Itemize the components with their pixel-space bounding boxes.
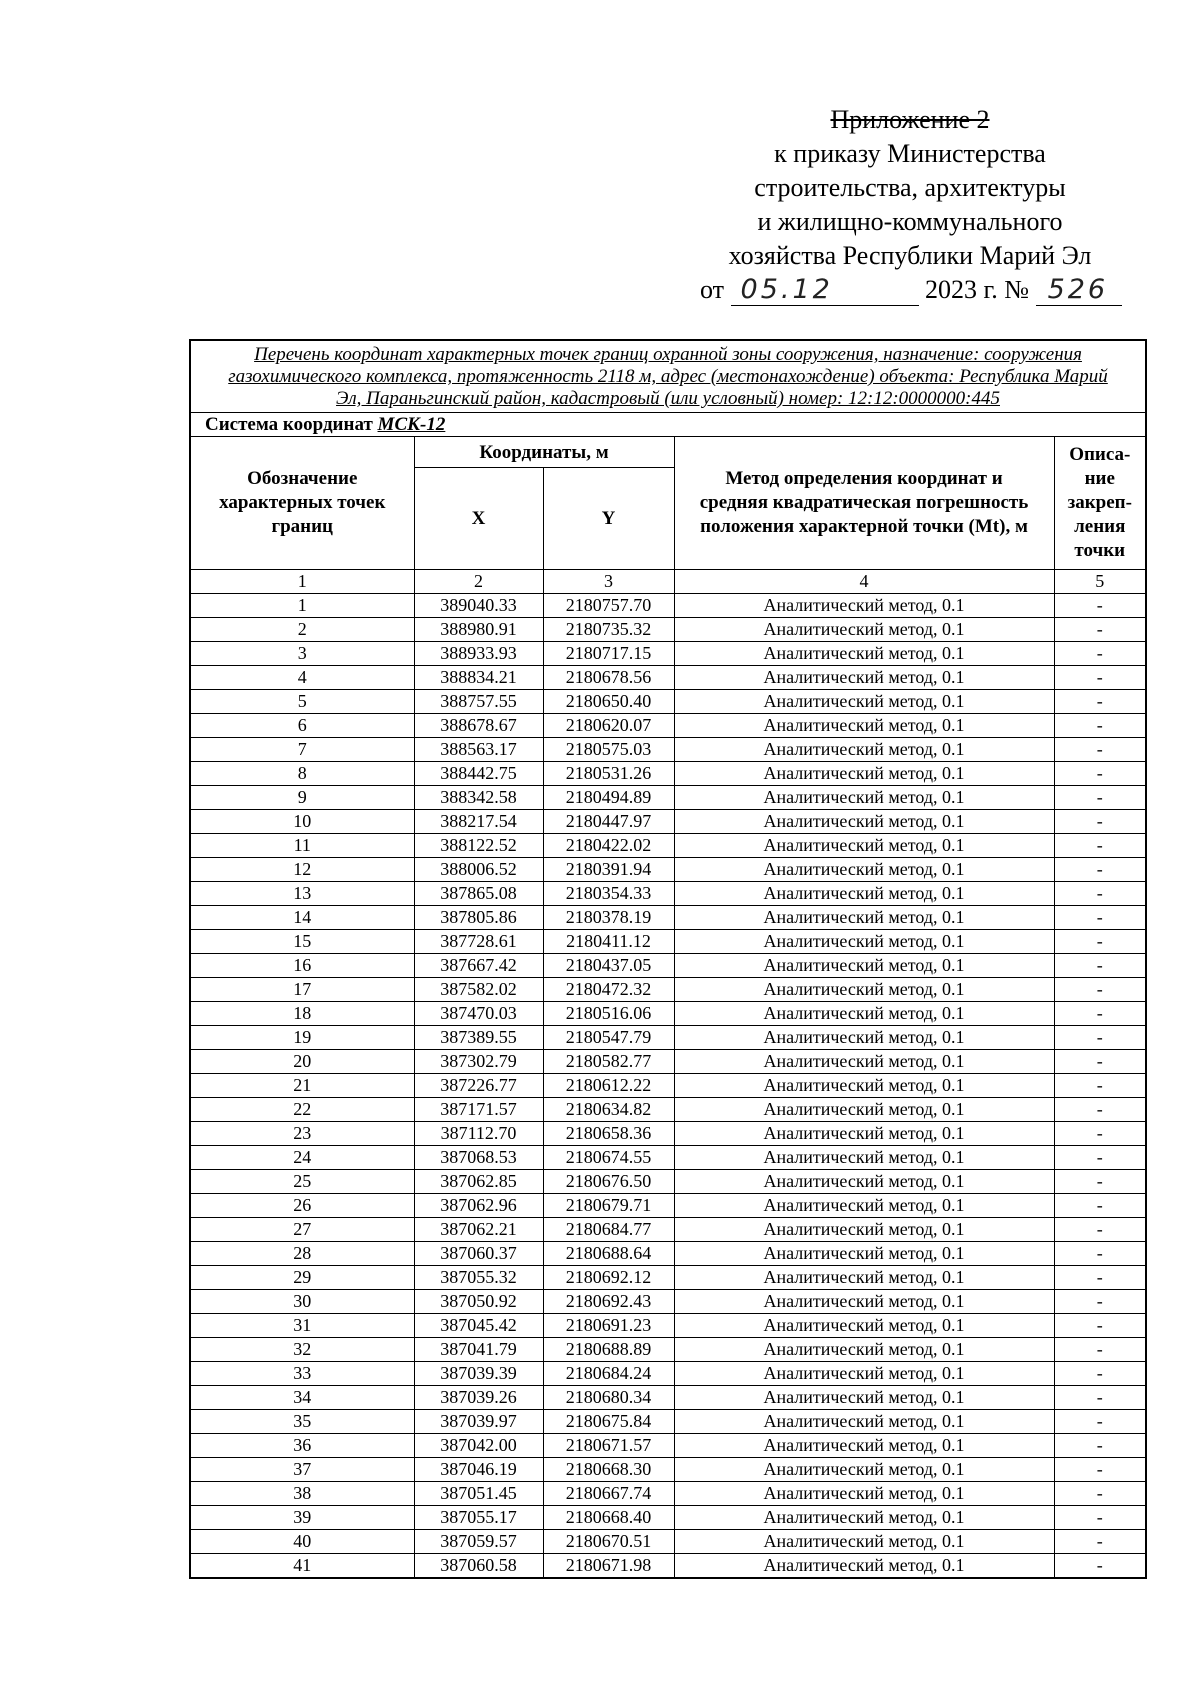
- method-cell: Аналитический метод, 0.1: [674, 1482, 1054, 1506]
- column-number: 5: [1054, 570, 1146, 594]
- table-row: [190, 1026, 1146, 1050]
- y-coordinate-cell: 2180650.40: [543, 690, 674, 714]
- order-line-2: строительства, архитектуры: [754, 173, 1066, 202]
- point-number-cell: 41: [190, 1554, 414, 1579]
- point-number-cell: 31: [190, 1314, 414, 1338]
- method-cell: Аналитический метод, 0.1: [674, 1290, 1054, 1314]
- y-coordinate-cell: 2180447.97: [543, 810, 674, 834]
- description-cell: -: [1054, 930, 1146, 954]
- description-cell: -: [1054, 1026, 1146, 1050]
- description-cell: -: [1054, 1362, 1146, 1386]
- table-row: [190, 1554, 1146, 1579]
- y-coordinate-cell: 2180620.07: [543, 714, 674, 738]
- y-coordinate-cell: 2180684.77: [543, 1218, 674, 1242]
- y-coordinate-cell: 2180494.89: [543, 786, 674, 810]
- x-coordinate-cell: 387470.03: [414, 1002, 543, 1026]
- x-coordinate-cell: 387062.85: [414, 1170, 543, 1194]
- point-number-cell: 38: [190, 1482, 414, 1506]
- point-number-cell: 30: [190, 1290, 414, 1314]
- description-cell: -: [1054, 1218, 1146, 1242]
- description-cell: -: [1054, 906, 1146, 930]
- method-cell: Аналитический метод, 0.1: [674, 738, 1054, 762]
- x-coordinate-cell: 387865.08: [414, 882, 543, 906]
- point-number-cell: 19: [190, 1026, 414, 1050]
- description-cell: -: [1054, 1194, 1146, 1218]
- y-coordinate-cell: 2180354.33: [543, 882, 674, 906]
- description-cell: -: [1054, 1122, 1146, 1146]
- point-number-cell: 14: [190, 906, 414, 930]
- col-header-designation: Обозначение характерных точек границ: [190, 437, 414, 570]
- method-cell: Аналитический метод, 0.1: [674, 954, 1054, 978]
- table-row: [190, 1314, 1146, 1338]
- description-cell: -: [1054, 666, 1146, 690]
- point-number-cell: 8: [190, 762, 414, 786]
- point-number-cell: 16: [190, 954, 414, 978]
- x-coordinate-cell: 387039.26: [414, 1386, 543, 1410]
- method-cell: Аналитический метод, 0.1: [674, 1218, 1054, 1242]
- point-number-cell: 17: [190, 978, 414, 1002]
- y-coordinate-cell: 2180667.74: [543, 1482, 674, 1506]
- y-coordinate-cell: 2180670.51: [543, 1530, 674, 1554]
- y-coordinate-cell: 2180378.19: [543, 906, 674, 930]
- method-cell: Аналитический метод, 0.1: [674, 1338, 1054, 1362]
- x-coordinate-cell: 389040.33: [414, 594, 543, 618]
- column-numbers-row: [190, 570, 1146, 594]
- point-number-cell: 29: [190, 1266, 414, 1290]
- table-row: [190, 978, 1146, 1002]
- y-coordinate-cell: 2180678.56: [543, 666, 674, 690]
- point-number-cell: 21: [190, 1074, 414, 1098]
- method-cell: Аналитический метод, 0.1: [674, 666, 1054, 690]
- point-number-cell: 37: [190, 1458, 414, 1482]
- method-cell: Аналитический метод, 0.1: [674, 1458, 1054, 1482]
- col-header-y: Y: [543, 468, 674, 570]
- table-row: [190, 1338, 1146, 1362]
- table-row: [190, 1170, 1146, 1194]
- x-coordinate-cell: 387059.57: [414, 1530, 543, 1554]
- table-row: [190, 594, 1146, 618]
- point-number-cell: 12: [190, 858, 414, 882]
- method-cell: Аналитический метод, 0.1: [674, 1074, 1054, 1098]
- point-number-cell: 22: [190, 1098, 414, 1122]
- description-cell: -: [1054, 1410, 1146, 1434]
- description-cell: -: [1054, 1290, 1146, 1314]
- y-coordinate-cell: 2180675.84: [543, 1410, 674, 1434]
- table-row: [190, 1458, 1146, 1482]
- description-cell: -: [1054, 786, 1146, 810]
- y-coordinate-cell: 2180668.40: [543, 1506, 674, 1530]
- x-coordinate-cell: 387062.96: [414, 1194, 543, 1218]
- point-number-cell: 27: [190, 1218, 414, 1242]
- description-cell: -: [1054, 1554, 1146, 1579]
- table-row: [190, 1074, 1146, 1098]
- table-row: [190, 738, 1146, 762]
- table-row: [190, 906, 1146, 930]
- point-number-cell: 39: [190, 1506, 414, 1530]
- x-coordinate-cell: 388980.91: [414, 618, 543, 642]
- x-coordinate-cell: 387041.79: [414, 1338, 543, 1362]
- y-coordinate-cell: 2180671.98: [543, 1554, 674, 1579]
- point-number-cell: 35: [190, 1410, 414, 1434]
- y-coordinate-cell: 2180717.15: [543, 642, 674, 666]
- table-row: [190, 1242, 1146, 1266]
- method-cell: Аналитический метод, 0.1: [674, 1170, 1054, 1194]
- description-cell: -: [1054, 738, 1146, 762]
- description-cell: -: [1054, 1434, 1146, 1458]
- description-cell: -: [1054, 594, 1146, 618]
- x-coordinate-cell: 388834.21: [414, 666, 543, 690]
- table-row: [190, 1482, 1146, 1506]
- method-cell: Аналитический метод, 0.1: [674, 930, 1054, 954]
- point-number-cell: 11: [190, 834, 414, 858]
- column-number: 4: [674, 570, 1054, 594]
- x-coordinate-cell: 387062.21: [414, 1218, 543, 1242]
- description-cell: -: [1054, 1098, 1146, 1122]
- table-row: [190, 1362, 1146, 1386]
- description-cell: -: [1054, 1074, 1146, 1098]
- table-row: [190, 1386, 1146, 1410]
- handwritten-date: 05.12: [740, 274, 833, 305]
- table-row: [190, 1098, 1146, 1122]
- table-body: [190, 594, 1146, 1579]
- y-coordinate-cell: 2180692.12: [543, 1266, 674, 1290]
- table-row: [190, 810, 1146, 834]
- point-number-cell: 6: [190, 714, 414, 738]
- table-row: [190, 1410, 1146, 1434]
- description-cell: -: [1054, 642, 1146, 666]
- coordinate-system-row: [190, 413, 1146, 437]
- y-coordinate-cell: 2180422.02: [543, 834, 674, 858]
- x-coordinate-cell: 387060.58: [414, 1554, 543, 1579]
- description-cell: -: [1054, 978, 1146, 1002]
- method-cell: Аналитический метод, 0.1: [674, 1506, 1054, 1530]
- table-row: [190, 1002, 1146, 1026]
- table-row: [190, 1146, 1146, 1170]
- table-row: [190, 1506, 1146, 1530]
- handwritten-number: 526: [1047, 274, 1109, 305]
- description-cell: -: [1054, 1458, 1146, 1482]
- y-coordinate-cell: 2180612.22: [543, 1074, 674, 1098]
- method-cell: Аналитический метод, 0.1: [674, 882, 1054, 906]
- y-coordinate-cell: 2180668.30: [543, 1458, 674, 1482]
- point-number-cell: 26: [190, 1194, 414, 1218]
- y-coordinate-cell: 2180391.94: [543, 858, 674, 882]
- x-coordinate-cell: 387302.79: [414, 1050, 543, 1074]
- method-cell: Аналитический метод, 0.1: [674, 1146, 1054, 1170]
- method-cell: Аналитический метод, 0.1: [674, 786, 1054, 810]
- x-coordinate-cell: 388933.93: [414, 642, 543, 666]
- table-row: [190, 1266, 1146, 1290]
- point-number-cell: 40: [190, 1530, 414, 1554]
- x-coordinate-cell: 387039.97: [414, 1410, 543, 1434]
- x-coordinate-cell: 388342.58: [414, 786, 543, 810]
- y-coordinate-cell: 2180757.70: [543, 594, 674, 618]
- x-coordinate-cell: 388006.52: [414, 858, 543, 882]
- y-coordinate-cell: 2180684.24: [543, 1362, 674, 1386]
- description-cell: -: [1054, 1242, 1146, 1266]
- method-cell: Аналитический метод, 0.1: [674, 1122, 1054, 1146]
- point-number-cell: 3: [190, 642, 414, 666]
- table-row: [190, 666, 1146, 690]
- x-coordinate-cell: 387055.32: [414, 1266, 543, 1290]
- col-header-coordinates: Координаты, м: [414, 437, 674, 468]
- table-row: [190, 1290, 1146, 1314]
- order-line-4: хозяйства Республики Марий Эл: [728, 241, 1092, 270]
- x-coordinate-cell: 388122.52: [414, 834, 543, 858]
- number-blank: [1036, 275, 1122, 306]
- date-blank: [731, 275, 919, 306]
- table-row: [190, 786, 1146, 810]
- point-number-cell: 5: [190, 690, 414, 714]
- x-coordinate-cell: 387050.92: [414, 1290, 543, 1314]
- y-coordinate-cell: 2180634.82: [543, 1098, 674, 1122]
- point-number-cell: 36: [190, 1434, 414, 1458]
- table-title: Перечень координат характерных точек границ охранной зоны сооружения, назначение: сооружения газохимического комплекса, протяженность 2118 м, адрес (местонахождение) объекта: Республика Марий Эл, Параньгинский район, кадастровый (или условный) номер: 12:12:0000000:445: [190, 340, 1146, 413]
- table-row: [190, 690, 1146, 714]
- description-cell: -: [1054, 762, 1146, 786]
- table-row: [190, 954, 1146, 978]
- year-label: 2023 г. №: [925, 275, 1030, 304]
- y-coordinate-cell: 2180575.03: [543, 738, 674, 762]
- method-cell: Аналитический метод, 0.1: [674, 1410, 1054, 1434]
- method-cell: Аналитический метод, 0.1: [674, 642, 1054, 666]
- description-cell: -: [1054, 1338, 1146, 1362]
- method-cell: Аналитический метод, 0.1: [674, 1362, 1054, 1386]
- order-line-3: и жилищно-коммунального: [757, 207, 1063, 236]
- point-number-cell: 10: [190, 810, 414, 834]
- method-cell: Аналитический метод, 0.1: [674, 1002, 1054, 1026]
- method-cell: Аналитический метод, 0.1: [674, 906, 1054, 930]
- y-coordinate-cell: 2180472.32: [543, 978, 674, 1002]
- y-coordinate-cell: 2180679.71: [543, 1194, 674, 1218]
- description-cell: -: [1054, 1314, 1146, 1338]
- x-coordinate-cell: 387389.55: [414, 1026, 543, 1050]
- appendix-header: [700, 103, 1120, 307]
- description-cell: -: [1054, 1482, 1146, 1506]
- y-coordinate-cell: 2180437.05: [543, 954, 674, 978]
- table-row: [190, 1122, 1146, 1146]
- method-cell: Аналитический метод, 0.1: [674, 714, 1054, 738]
- table-row: [190, 858, 1146, 882]
- description-cell: -: [1054, 1170, 1146, 1194]
- description-cell: -: [1054, 1002, 1146, 1026]
- x-coordinate-cell: 388757.55: [414, 690, 543, 714]
- coordinate-system-name: МСК-12: [377, 414, 446, 435]
- x-coordinate-cell: 387055.17: [414, 1506, 543, 1530]
- point-number-cell: 32: [190, 1338, 414, 1362]
- x-coordinate-cell: 387046.19: [414, 1458, 543, 1482]
- y-coordinate-cell: 2180680.34: [543, 1386, 674, 1410]
- y-coordinate-cell: 2180411.12: [543, 930, 674, 954]
- point-number-cell: 9: [190, 786, 414, 810]
- table-row: [190, 642, 1146, 666]
- x-coordinate-cell: 388217.54: [414, 810, 543, 834]
- column-number: 1: [190, 570, 414, 594]
- x-coordinate-cell: 387068.53: [414, 1146, 543, 1170]
- method-cell: Аналитический метод, 0.1: [674, 978, 1054, 1002]
- y-coordinate-cell: 2180688.89: [543, 1338, 674, 1362]
- y-coordinate-cell: 2180582.77: [543, 1050, 674, 1074]
- method-cell: Аналитический метод, 0.1: [674, 1050, 1054, 1074]
- method-cell: Аналитический метод, 0.1: [674, 618, 1054, 642]
- coordinate-system-label: Система координат: [205, 414, 373, 435]
- description-cell: -: [1054, 1386, 1146, 1410]
- method-cell: Аналитический метод, 0.1: [674, 1026, 1054, 1050]
- description-cell: -: [1054, 690, 1146, 714]
- x-coordinate-cell: 388563.17: [414, 738, 543, 762]
- point-number-cell: 20: [190, 1050, 414, 1074]
- method-cell: Аналитический метод, 0.1: [674, 690, 1054, 714]
- method-cell: Аналитический метод, 0.1: [674, 1194, 1054, 1218]
- column-number: 3: [543, 570, 674, 594]
- y-coordinate-cell: 2180674.55: [543, 1146, 674, 1170]
- x-coordinate-cell: 387042.00: [414, 1434, 543, 1458]
- x-coordinate-cell: 387060.37: [414, 1242, 543, 1266]
- point-number-cell: 1: [190, 594, 414, 618]
- table-row: [190, 714, 1146, 738]
- point-number-cell: 23: [190, 1122, 414, 1146]
- table-row: [190, 618, 1146, 642]
- table-row: [190, 1218, 1146, 1242]
- method-cell: Аналитический метод, 0.1: [674, 1266, 1054, 1290]
- method-cell: Аналитический метод, 0.1: [674, 594, 1054, 618]
- description-cell: -: [1054, 1146, 1146, 1170]
- table-row: [190, 834, 1146, 858]
- table-row: [190, 762, 1146, 786]
- x-coordinate-cell: 387805.86: [414, 906, 543, 930]
- point-number-cell: 4: [190, 666, 414, 690]
- description-cell: -: [1054, 1266, 1146, 1290]
- x-coordinate-cell: 387667.42: [414, 954, 543, 978]
- method-cell: Аналитический метод, 0.1: [674, 1314, 1054, 1338]
- x-coordinate-cell: 387226.77: [414, 1074, 543, 1098]
- y-coordinate-cell: 2180658.36: [543, 1122, 674, 1146]
- y-coordinate-cell: 2180735.32: [543, 618, 674, 642]
- point-number-cell: 2: [190, 618, 414, 642]
- point-number-cell: 24: [190, 1146, 414, 1170]
- table-row: [190, 1530, 1146, 1554]
- method-cell: Аналитический метод, 0.1: [674, 1434, 1054, 1458]
- description-cell: -: [1054, 714, 1146, 738]
- method-cell: Аналитический метод, 0.1: [674, 1098, 1054, 1122]
- description-cell: -: [1054, 810, 1146, 834]
- coordinates-table: [189, 339, 1147, 1579]
- column-number: 2: [414, 570, 543, 594]
- x-coordinate-cell: 387039.39: [414, 1362, 543, 1386]
- point-number-cell: 18: [190, 1002, 414, 1026]
- method-cell: Аналитический метод, 0.1: [674, 1242, 1054, 1266]
- method-cell: Аналитический метод, 0.1: [674, 810, 1054, 834]
- method-cell: Аналитический метод, 0.1: [674, 1554, 1054, 1579]
- description-cell: -: [1054, 858, 1146, 882]
- point-number-cell: 33: [190, 1362, 414, 1386]
- table-row: [190, 930, 1146, 954]
- x-coordinate-cell: 387728.61: [414, 930, 543, 954]
- y-coordinate-cell: 2180676.50: [543, 1170, 674, 1194]
- description-cell: -: [1054, 1530, 1146, 1554]
- description-cell: -: [1054, 954, 1146, 978]
- x-coordinate-cell: 387051.45: [414, 1482, 543, 1506]
- date-prefix: от: [700, 275, 725, 304]
- x-coordinate-cell: 387171.57: [414, 1098, 543, 1122]
- y-coordinate-cell: 2180671.57: [543, 1434, 674, 1458]
- y-coordinate-cell: 2180547.79: [543, 1026, 674, 1050]
- table-row: [190, 1434, 1146, 1458]
- method-cell: Аналитический метод, 0.1: [674, 1386, 1054, 1410]
- x-coordinate-cell: 387582.02: [414, 978, 543, 1002]
- point-number-cell: 28: [190, 1242, 414, 1266]
- method-cell: Аналитический метод, 0.1: [674, 834, 1054, 858]
- method-cell: Аналитический метод, 0.1: [674, 1530, 1054, 1554]
- y-coordinate-cell: 2180516.06: [543, 1002, 674, 1026]
- point-number-cell: 15: [190, 930, 414, 954]
- appendix-title: Приложение 2: [830, 105, 990, 134]
- method-cell: Аналитический метод, 0.1: [674, 762, 1054, 786]
- x-coordinate-cell: 388678.67: [414, 714, 543, 738]
- description-cell: -: [1054, 1050, 1146, 1074]
- col-header-description: Описа-ние закреп-ления точки: [1054, 437, 1146, 570]
- table-row: [190, 1194, 1146, 1218]
- point-number-cell: 13: [190, 882, 414, 906]
- x-coordinate-cell: 387045.42: [414, 1314, 543, 1338]
- description-cell: -: [1054, 834, 1146, 858]
- description-cell: -: [1054, 618, 1146, 642]
- y-coordinate-cell: 2180688.64: [543, 1242, 674, 1266]
- x-coordinate-cell: 387112.70: [414, 1122, 543, 1146]
- y-coordinate-cell: 2180692.43: [543, 1290, 674, 1314]
- point-number-cell: 7: [190, 738, 414, 762]
- y-coordinate-cell: 2180691.23: [543, 1314, 674, 1338]
- point-number-cell: 25: [190, 1170, 414, 1194]
- point-number-cell: 34: [190, 1386, 414, 1410]
- method-cell: Аналитический метод, 0.1: [674, 858, 1054, 882]
- col-header-method: Метод определения координат и средняя квадратическая погрешность положения характерной точки (Mt), м: [674, 437, 1054, 570]
- order-line-1: к приказу Министерства: [774, 139, 1046, 168]
- table-row: [190, 1050, 1146, 1074]
- table-row: [190, 882, 1146, 906]
- description-cell: -: [1054, 1506, 1146, 1530]
- description-cell: -: [1054, 882, 1146, 906]
- order-date-line: [700, 273, 1120, 307]
- y-coordinate-cell: 2180531.26: [543, 762, 674, 786]
- x-coordinate-cell: 388442.75: [414, 762, 543, 786]
- col-header-x: X: [414, 468, 543, 570]
